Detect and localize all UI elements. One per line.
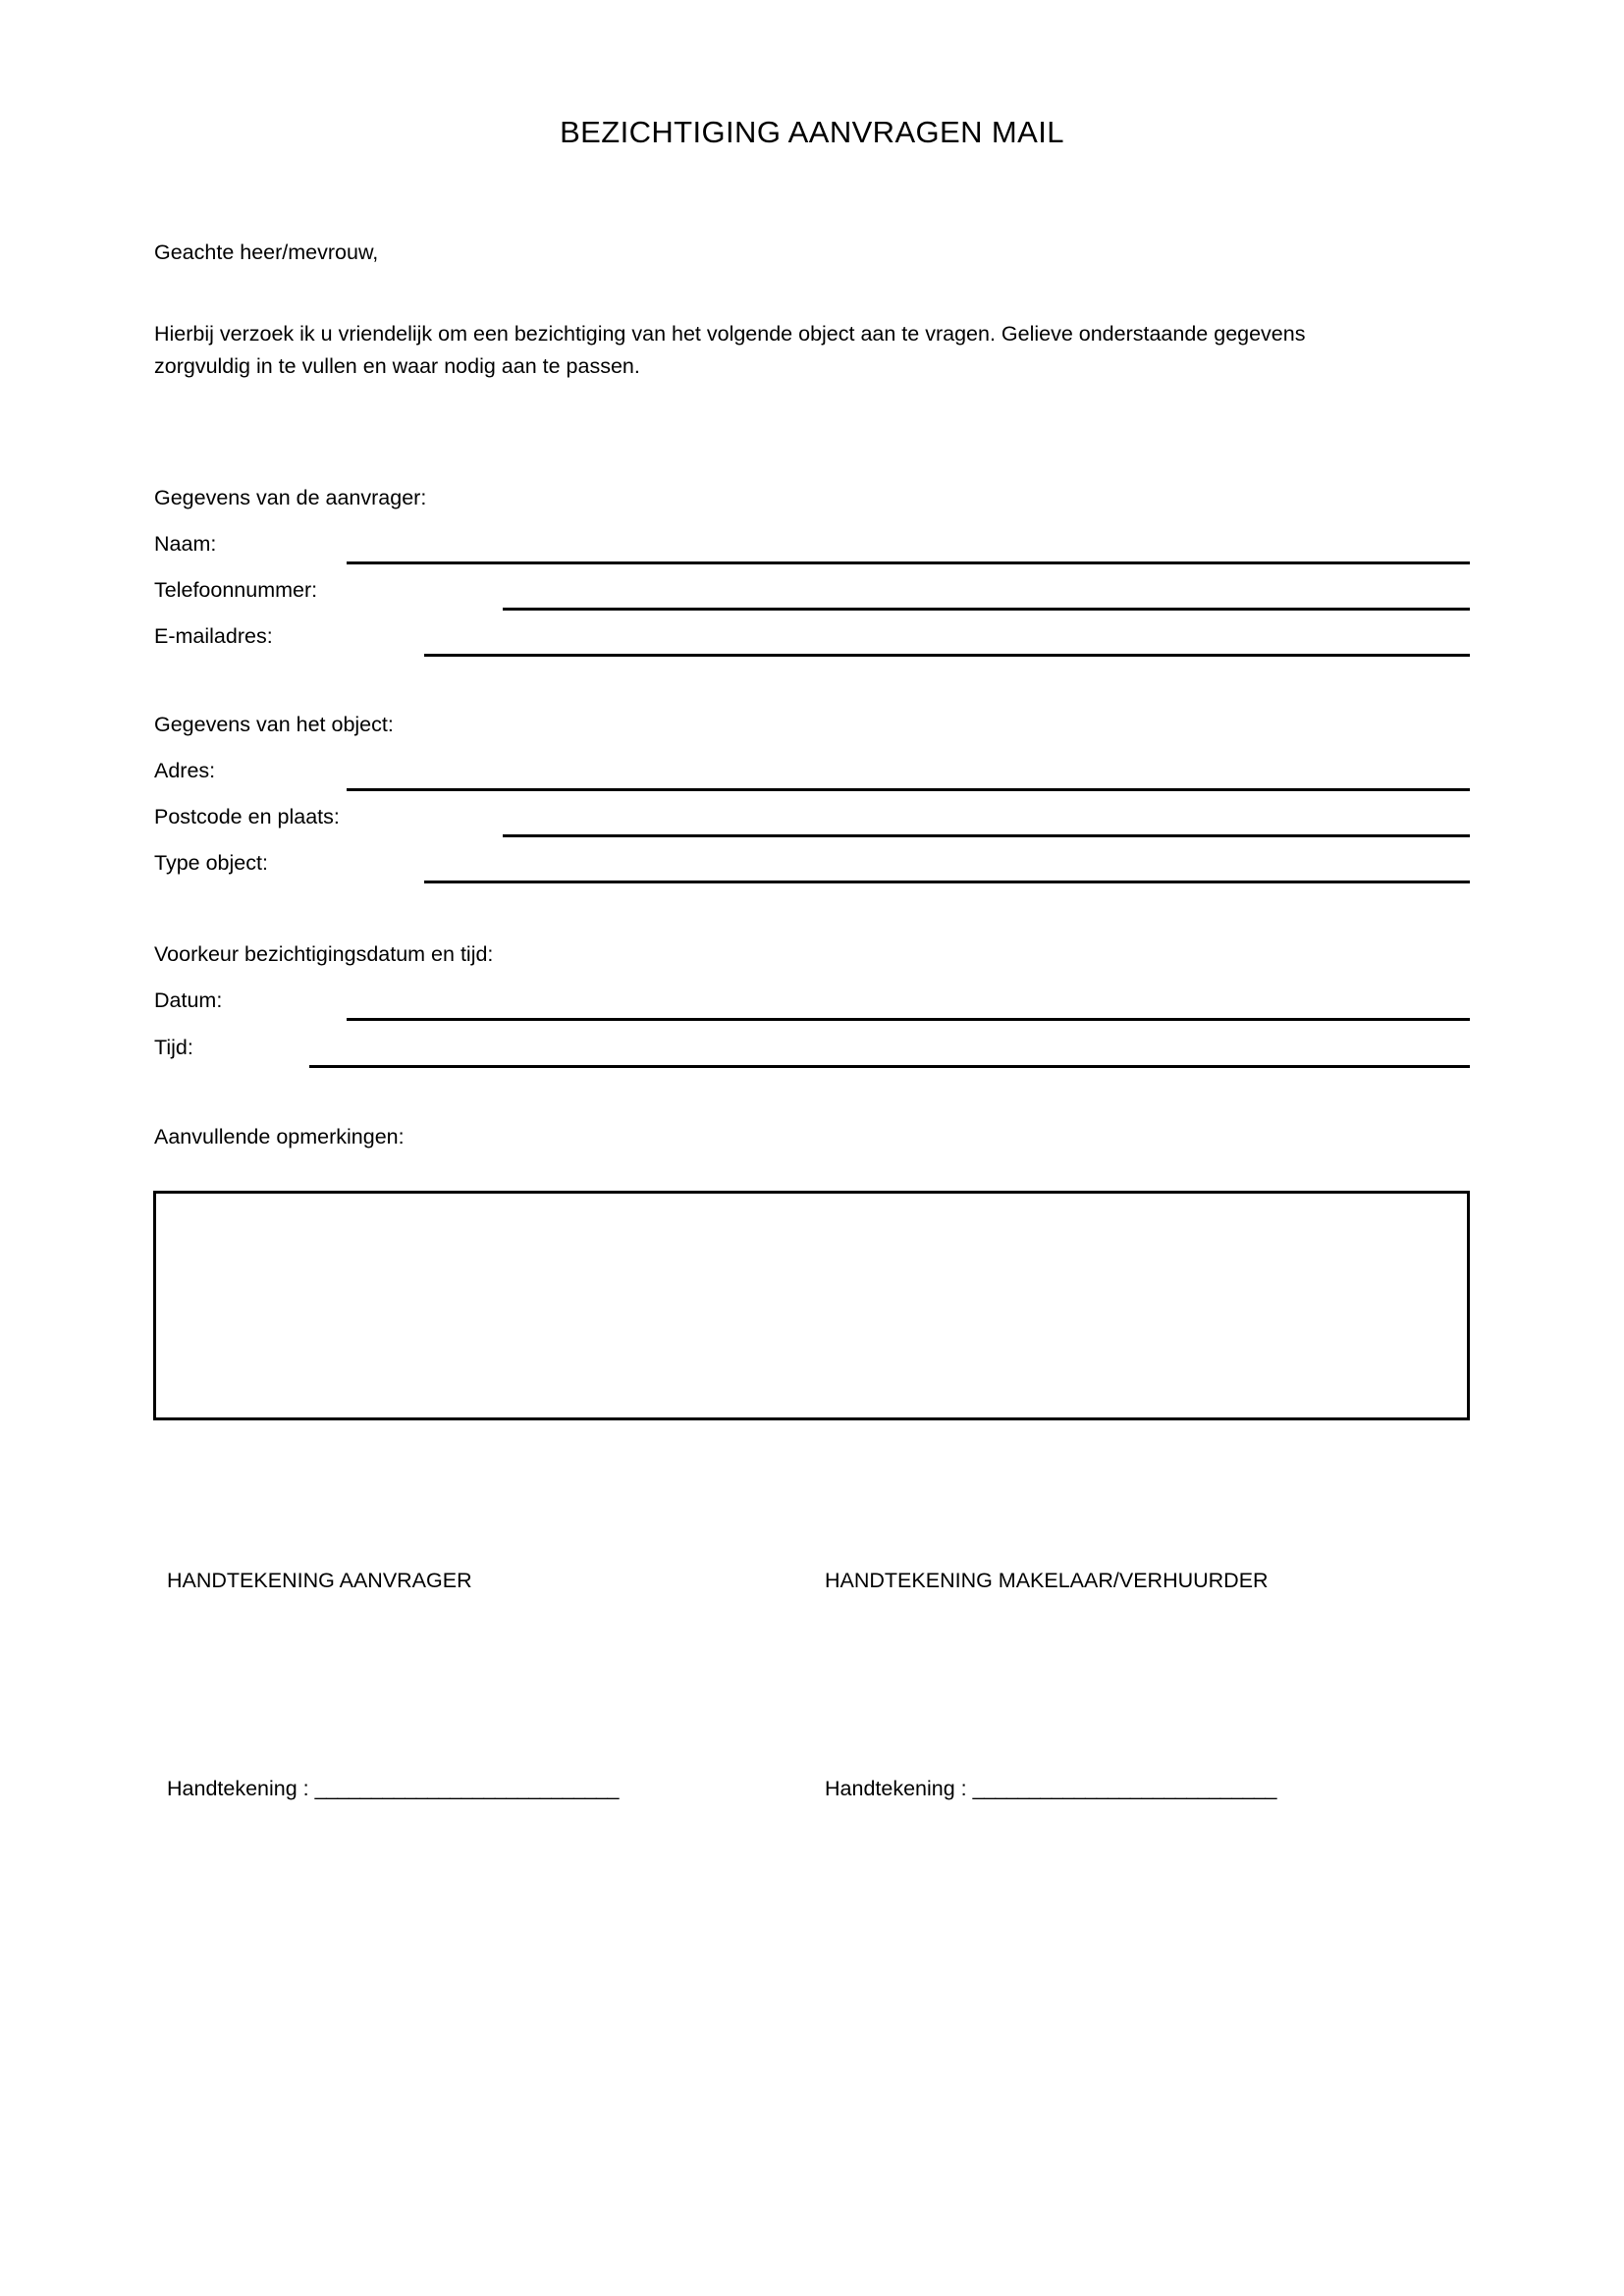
field-label-tijd: Tijd: <box>154 1036 193 1059</box>
signature-line-agent-rule: ___________________________ <box>972 1777 1276 1800</box>
field-row-telefoonnummer <box>0 580 1624 625</box>
field-row-naam <box>0 534 1624 579</box>
page-title: BEZICHTIGING AANVRAGEN MAIL <box>560 115 1064 149</box>
signature-heading-applicant: HANDTEKENING AANVRAGER <box>167 1569 472 1592</box>
field-row-adres <box>0 761 1624 806</box>
comments-section-heading: Aanvullende opmerkingen: <box>154 1125 405 1148</box>
salutation-text: Geachte heer/mevrouw, <box>154 240 379 264</box>
field-label-emailadres: E-mailadres: <box>154 624 273 648</box>
field-label-type-object: Type object: <box>154 851 268 875</box>
field-input-datum[interactable] <box>347 1018 1470 1021</box>
signature-line-agent[interactable] <box>825 1779 1276 1800</box>
signature-line-agent-label: Handtekening : <box>825 1777 973 1800</box>
field-input-emailadres[interactable] <box>424 654 1470 657</box>
signature-heading-agent: HANDTEKENING MAKELAAR/VERHUURDER <box>825 1569 1269 1592</box>
field-input-postcode-en-plaats[interactable] <box>503 834 1470 837</box>
field-input-type-object[interactable] <box>424 881 1470 883</box>
comments-textarea[interactable] <box>153 1191 1470 1420</box>
signature-line-applicant-label: Handtekening : <box>167 1777 315 1800</box>
field-row-datum <box>0 990 1624 1036</box>
object-section-heading: Gegevens van het object: <box>154 713 394 736</box>
field-input-tijd[interactable] <box>309 1065 1470 1068</box>
signature-line-applicant-rule: ___________________________ <box>314 1777 619 1800</box>
field-row-type-object <box>0 853 1624 898</box>
field-row-tijd <box>0 1038 1624 1083</box>
intro-paragraph: Hierbij verzoek ik u vriendelijk om een bezichtiging van het volgende object aan te vragen. Gelieve onderstaande gegevens zorgvuldig in te vullen en waar nodig aan te passen. <box>154 322 1306 378</box>
field-input-naam[interactable] <box>347 561 1470 564</box>
signature-line-applicant[interactable] <box>167 1779 619 1800</box>
preference-section-heading: Voorkeur bezichtigingsdatum en tijd: <box>154 942 494 966</box>
field-label-datum: Datum: <box>154 988 223 1012</box>
field-label-naam: Naam: <box>154 532 217 556</box>
field-label-postcode-en-plaats: Postcode en plaats: <box>154 805 340 828</box>
applicant-section-heading: Gegevens van de aanvrager: <box>154 486 427 509</box>
field-input-adres[interactable] <box>347 788 1470 791</box>
field-label-telefoonnummer: Telefoonnummer: <box>154 578 318 602</box>
field-label-adres: Adres: <box>154 759 216 782</box>
field-row-postcode-en-plaats <box>0 807 1624 852</box>
field-input-telefoonnummer[interactable] <box>503 608 1470 611</box>
field-row-emailadres <box>0 626 1624 671</box>
